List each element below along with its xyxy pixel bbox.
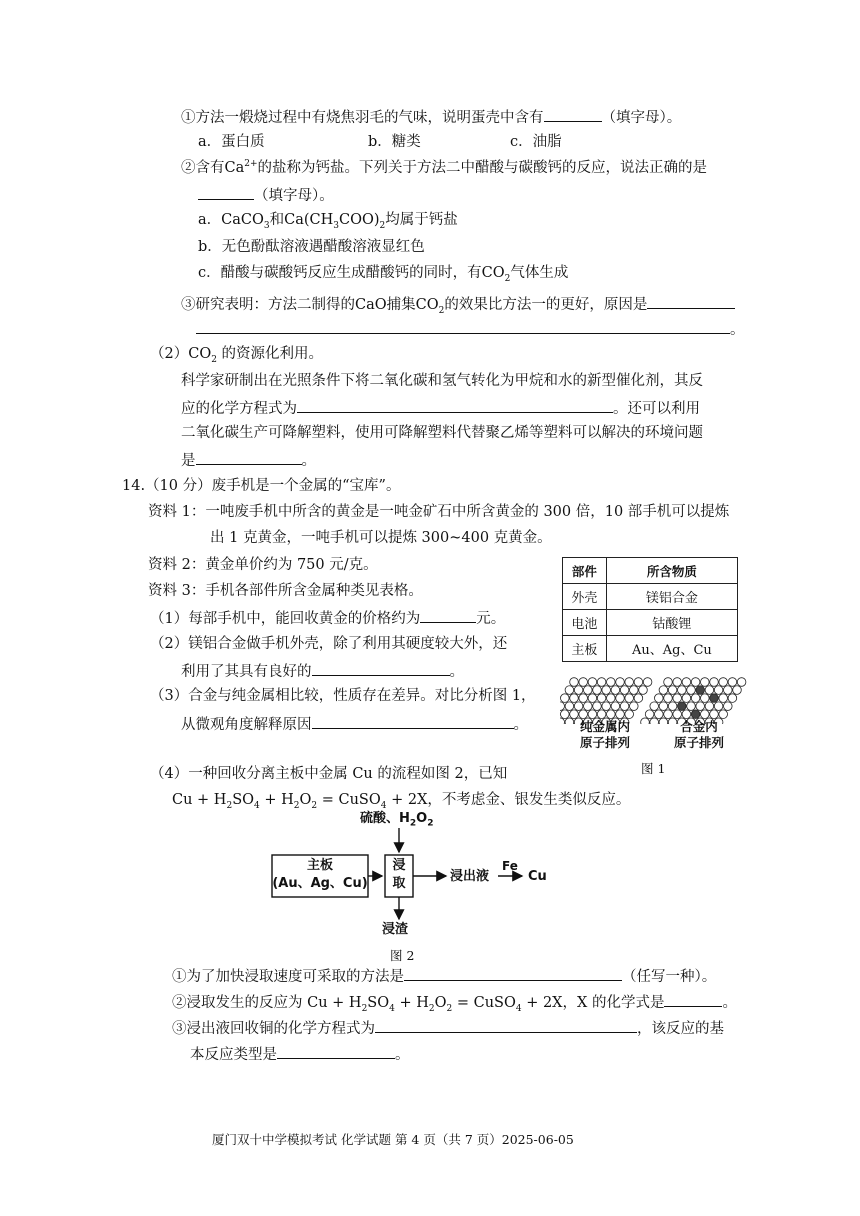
q13-sub2-option-c: c．醋酸与碳酸钙反应生成醋酸钙的同时，有$CO_2$气体生成 xyxy=(198,265,569,284)
atom xyxy=(607,694,616,703)
atom xyxy=(579,678,588,687)
atom xyxy=(616,694,625,703)
atom xyxy=(625,694,634,703)
q13-sub2-option-a: a．CaCO$_3$和$Ca(CH_3COO)_2$均属于钙盐 xyxy=(198,212,458,231)
answer-blank[interactable] xyxy=(375,1017,637,1033)
table-cell: 钴酸锂 xyxy=(606,610,737,636)
atom xyxy=(714,686,723,695)
answer-blank[interactable] xyxy=(544,106,602,122)
atom xyxy=(607,678,616,687)
answer-blank[interactable] xyxy=(312,713,514,729)
atom xyxy=(565,702,574,711)
answer-blank[interactable] xyxy=(198,184,254,200)
atom xyxy=(696,702,705,711)
atom xyxy=(719,694,728,703)
parts-table xyxy=(562,557,738,662)
q14-part4-equation: $Cu + H_2SO_4 + H_2O_2$ = CuSO$_4$ + 2X，不考虑金、银发生类似反应。 xyxy=(172,792,631,811)
atom xyxy=(664,694,673,703)
page-footer: 厦门双十中学模拟考试 化学试题 第 4 页（共 7 页）2025-06-05 xyxy=(212,1132,574,1147)
atom xyxy=(588,678,597,687)
table-cell: 电池 xyxy=(563,610,607,636)
q14-resource2: 资料 2：黄金单价约为 750 元/克。 xyxy=(148,557,378,573)
atom xyxy=(630,686,639,695)
q14-resource1-line2: 出 1 克黄金，一吨手机可以提炼 300~400 克黄金。 xyxy=(210,530,552,546)
q14-resource1-line1: 资料 1：一吨废手机中所含的黄金是一吨金矿石中所含黄金的 300 倍，10 部手机可以提炼 xyxy=(148,504,730,520)
atom xyxy=(597,678,606,687)
atom xyxy=(691,678,700,687)
q14-part1: （1）每部手机中，能回收黄金的价格约为 元。 xyxy=(150,607,505,629)
q13-sub3-question: ③研究表明：方法二制得的CaO捕集$CO_2$的效果比方法一的更好，原因是 xyxy=(181,293,735,315)
alloy-solute-atom xyxy=(710,694,719,703)
atom xyxy=(724,686,733,695)
table-row xyxy=(563,610,738,636)
figure2-caption: 图 2 xyxy=(390,948,415,963)
atom xyxy=(691,694,700,703)
atom xyxy=(701,710,710,719)
q14-part4-line1: （4）一种回收分离主板中金属 Cu 的流程如图 2，已知 xyxy=(150,766,508,782)
atom xyxy=(687,702,696,711)
table-row xyxy=(563,636,738,662)
atom xyxy=(710,710,719,719)
atom xyxy=(650,718,659,724)
pure-metal-label: 纯金属内 原子排列 xyxy=(579,719,630,750)
atom xyxy=(639,686,648,695)
atom xyxy=(655,694,664,703)
atom xyxy=(714,702,723,711)
atom xyxy=(737,678,746,687)
q13-part2-line4: 是 。 xyxy=(181,449,316,471)
atom xyxy=(733,686,742,695)
atom xyxy=(673,710,682,719)
atom-arrangement-figure xyxy=(560,674,750,724)
table-cell: 外壳 xyxy=(563,584,607,610)
atom xyxy=(682,694,691,703)
q14-part4-sub2: ②浸取发生的反应为 $Cu + H_2SO_4 + H_2O_2$ = CuSO$_4$ + 2X，X 的化学式是 。 xyxy=(172,991,737,1013)
q13-sub2-question: ②含有$Ca^{2+}$的盐称为钙盐。下列关于方法二中醋酸与碳酸钙的反应，说法正确的是 xyxy=(181,159,708,176)
alloy-solute-atom xyxy=(678,702,687,711)
q13-part2-title: $(2)CO_2$ 的资源化利用。 xyxy=(150,346,324,365)
answer-blank[interactable] xyxy=(196,318,730,334)
atom xyxy=(710,678,719,687)
atom xyxy=(705,702,714,711)
atom xyxy=(602,686,611,695)
atom xyxy=(673,678,682,687)
q14-part3-line2: 从微观角度解释原因 。 xyxy=(181,713,528,735)
q14-part2-line2: 利用了其具有良好的 。 xyxy=(181,660,464,682)
atom xyxy=(620,702,629,711)
atom xyxy=(620,686,629,695)
atom xyxy=(678,686,687,695)
atom xyxy=(634,678,643,687)
atom xyxy=(565,686,574,695)
atom xyxy=(630,702,639,711)
atom xyxy=(625,678,634,687)
q13-sub3-answer-line: 。 xyxy=(196,318,745,340)
answer-blank[interactable] xyxy=(647,293,735,309)
atom xyxy=(588,710,597,719)
atom xyxy=(650,702,659,711)
atom xyxy=(616,710,625,719)
leaching-label: 浸 取 xyxy=(392,858,406,891)
atom xyxy=(602,702,611,711)
atom xyxy=(687,686,696,695)
atom xyxy=(634,694,643,703)
alloy-label: 合金内 原子排列 xyxy=(673,719,724,750)
atom xyxy=(724,702,733,711)
table-cell: 镁铝合金 xyxy=(606,584,737,610)
table-cell: Au、Ag、Cu xyxy=(606,636,737,662)
atom xyxy=(664,678,673,687)
q14-part4-sub3-line2: 本反应类型是 。 xyxy=(190,1043,410,1065)
pure-metal-atoms xyxy=(560,678,652,724)
atom xyxy=(593,686,602,695)
table-cell: 主板 xyxy=(563,636,607,662)
table-header: 所含物质 xyxy=(606,558,737,584)
atom xyxy=(597,694,606,703)
atom xyxy=(719,710,728,719)
atom xyxy=(570,694,579,703)
atom xyxy=(728,694,737,703)
atom xyxy=(728,678,737,687)
q13-sub1-option-c: c．油脂 xyxy=(510,134,562,150)
leachate-label: 浸出液 xyxy=(450,869,490,884)
q14-part4-sub1: ①为了加快浸取速度可采取的方法是 （任写一种）。 xyxy=(172,965,716,987)
atom xyxy=(668,702,677,711)
atom xyxy=(611,686,620,695)
atom xyxy=(570,678,579,687)
answer-blank[interactable] xyxy=(196,449,302,465)
answer-blank[interactable] xyxy=(404,965,622,981)
atom xyxy=(655,710,664,719)
atom xyxy=(560,718,565,724)
answer-blank[interactable] xyxy=(312,660,450,676)
mainboard-label: 主板 (Au、Ag、Cu) xyxy=(272,858,368,891)
atom xyxy=(719,678,728,687)
atom xyxy=(705,686,714,695)
cu-label: Cu xyxy=(528,869,547,884)
table-row xyxy=(563,584,738,610)
atom xyxy=(561,694,570,703)
atom xyxy=(574,702,583,711)
atom xyxy=(645,710,654,719)
figure1-caption: 图 1 xyxy=(641,761,666,776)
atom xyxy=(701,694,710,703)
q13-sub1-question: ①方法一煅烧过程中有烧焦羽毛的气味，说明蛋壳中含有 （填字母）。 xyxy=(181,106,681,128)
alloy-solute-atom xyxy=(696,686,705,695)
atom xyxy=(579,710,588,719)
answer-blank[interactable] xyxy=(664,991,722,1007)
q13-sub2-question-cont: （填字母）。 xyxy=(198,184,334,206)
fe-label: Fe xyxy=(502,859,518,873)
atom xyxy=(659,702,668,711)
atom xyxy=(579,694,588,703)
q13-part2-line2: 应的化学方程式为 。还可以利用 xyxy=(181,397,700,419)
q14-resource3: 资料 3：手机各部件所含金属种类见表格。 xyxy=(148,583,423,599)
atom xyxy=(682,678,691,687)
atom xyxy=(682,710,691,719)
atom xyxy=(625,710,634,719)
alloy-solute-atom xyxy=(691,710,700,719)
alloy-atoms xyxy=(641,678,746,724)
q13-sub1-option-a: a．蛋白质 xyxy=(198,134,265,150)
q13-part2-line1: 科学家研制出在光照条件下将二氧化碳和氢气转化为甲烷和水的新型催化剂，其反 xyxy=(181,373,703,389)
atom xyxy=(659,686,668,695)
residue-label: 浸渣 xyxy=(382,922,409,937)
atom xyxy=(560,702,565,711)
atom xyxy=(597,710,606,719)
answer-blank[interactable] xyxy=(420,607,476,623)
table-header-row xyxy=(563,558,738,584)
answer-blank[interactable] xyxy=(297,397,613,413)
atom xyxy=(673,694,682,703)
atom xyxy=(584,702,593,711)
q14-part4-sub3-line1: ③浸出液回收铜的化学方程式为 ，该反应的基 xyxy=(172,1017,724,1039)
q13-sub2-option-b: b．无色酚酞溶液遇醋酸溶液显红色 xyxy=(198,239,425,255)
atom xyxy=(574,686,583,695)
q14-title: 14.（10 分）废手机是一个金属的“宝库”。 xyxy=(122,478,401,494)
atom xyxy=(616,678,625,687)
atom xyxy=(668,686,677,695)
reagent-label: 硫酸、$H_2O_2$ xyxy=(360,811,434,829)
q13-part2-line3: 二氧化碳生产可降解塑料，使用可降解塑料代替聚乙烯等塑料可以解决的环境问题 xyxy=(181,425,703,441)
atom xyxy=(664,710,673,719)
table-header: 部件 xyxy=(563,558,607,584)
atom xyxy=(607,710,616,719)
atom xyxy=(584,686,593,695)
q14-part3-line1: （3）合金与纯金属相比较，性质存在差异。对比分析图 1， xyxy=(150,688,536,704)
answer-blank[interactable] xyxy=(277,1043,395,1059)
q14-part2-line1: （2）镁铝合金做手机外壳，除了利用其硬度较大外，还 xyxy=(150,636,508,652)
q13-sub1-option-b: b．糖类 xyxy=(368,134,421,150)
atom xyxy=(643,678,652,687)
atom xyxy=(701,678,710,687)
atom xyxy=(561,710,570,719)
atom xyxy=(588,694,597,703)
atom xyxy=(570,710,579,719)
atom xyxy=(611,702,620,711)
atom xyxy=(593,702,602,711)
